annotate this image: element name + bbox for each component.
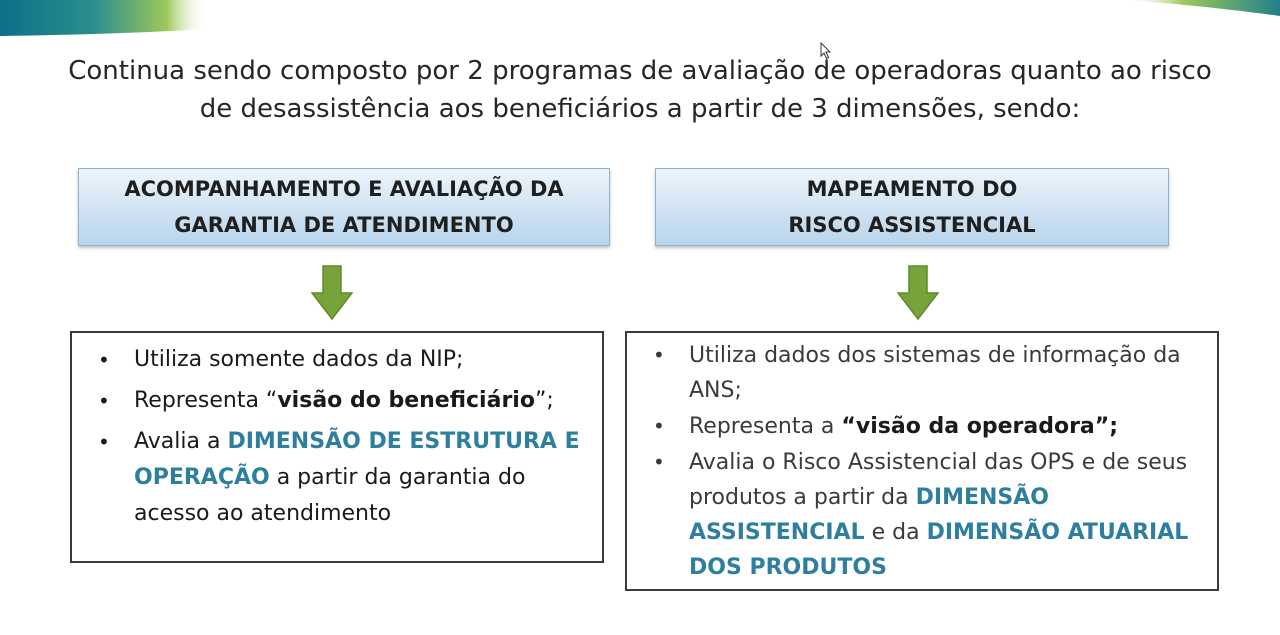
right-bullet-3-highlight-1: DIMENSÃO ASSISTENCIAL [689, 485, 1049, 545]
left-bullet-3-highlight: DIMENSÃO DE ESTRUTURA E OPERAÇÃO [134, 429, 580, 490]
bullet-icon: • [653, 343, 665, 367]
right-title-line-1: MAPEAMENTO DO [806, 177, 1018, 201]
right-bullet-list [627, 333, 1217, 585]
bullet-icon: • [653, 414, 665, 438]
heading-line-2: de desassistência aos beneficiários a partir de 3 dimensões, sendo: [199, 94, 1081, 124]
list-item [627, 445, 1207, 585]
left-title-line-1: ACOMPANHAMENTO E AVALIAÇÃO DA [124, 177, 564, 201]
right-bullet-2-bold: “visão da operadora”; [841, 414, 1119, 439]
down-arrow-icon [311, 265, 353, 321]
left-bullet-list [72, 333, 602, 532]
left-program-title-box [78, 168, 610, 246]
right-bullet-1-text: Utiliza dados dos sistemas de informação da ANS; [689, 343, 1181, 403]
left-description-box [70, 331, 604, 563]
right-title-line-2: RISCO ASSISTENCIAL [788, 213, 1036, 237]
right-bullet-3-mid: e da [864, 520, 927, 545]
left-bullet-3-pre: Avalia a [134, 429, 228, 454]
right-bullet-2-pre: Representa a [689, 414, 842, 439]
heading-line-1: Continua sendo composto por 2 programas de avaliação de operadoras quanto ao risco [68, 56, 1212, 86]
list-item [72, 342, 588, 378]
down-arrow-icon [897, 265, 939, 321]
list-item [72, 424, 588, 532]
left-bullet-3-post: a partir da garantia do acesso ao atendimento [134, 465, 526, 526]
slide-heading [0, 52, 1280, 128]
right-description-box [625, 331, 1219, 591]
right-bullet-3-pre: Avalia o Risco Assistencial das OPS e de seus produtos a partir da [689, 450, 1188, 510]
left-title-line-2: GARANTIA DE ATENDIMENTO [174, 213, 514, 237]
bullet-icon: • [98, 430, 110, 454]
bullet-icon: • [98, 389, 110, 413]
left-bullet-1-text: Utiliza somente dados da NIP; [134, 347, 464, 372]
left-bullet-2-bold: visão do beneficiário [277, 388, 535, 413]
list-item [72, 383, 588, 419]
list-item [627, 338, 1207, 408]
bullet-icon: • [98, 348, 110, 372]
left-bullet-2-post: ”; [534, 388, 554, 413]
left-bullet-2-pre: Representa “ [134, 388, 278, 413]
list-item [627, 409, 1207, 444]
right-bullet-3-highlight-2: DIMENSÃO ATUARIAL DOS PRODUTOS [689, 520, 1189, 580]
right-program-title-box [655, 168, 1169, 246]
bullet-icon: • [653, 450, 665, 474]
decorative-top-band [0, 0, 1280, 40]
